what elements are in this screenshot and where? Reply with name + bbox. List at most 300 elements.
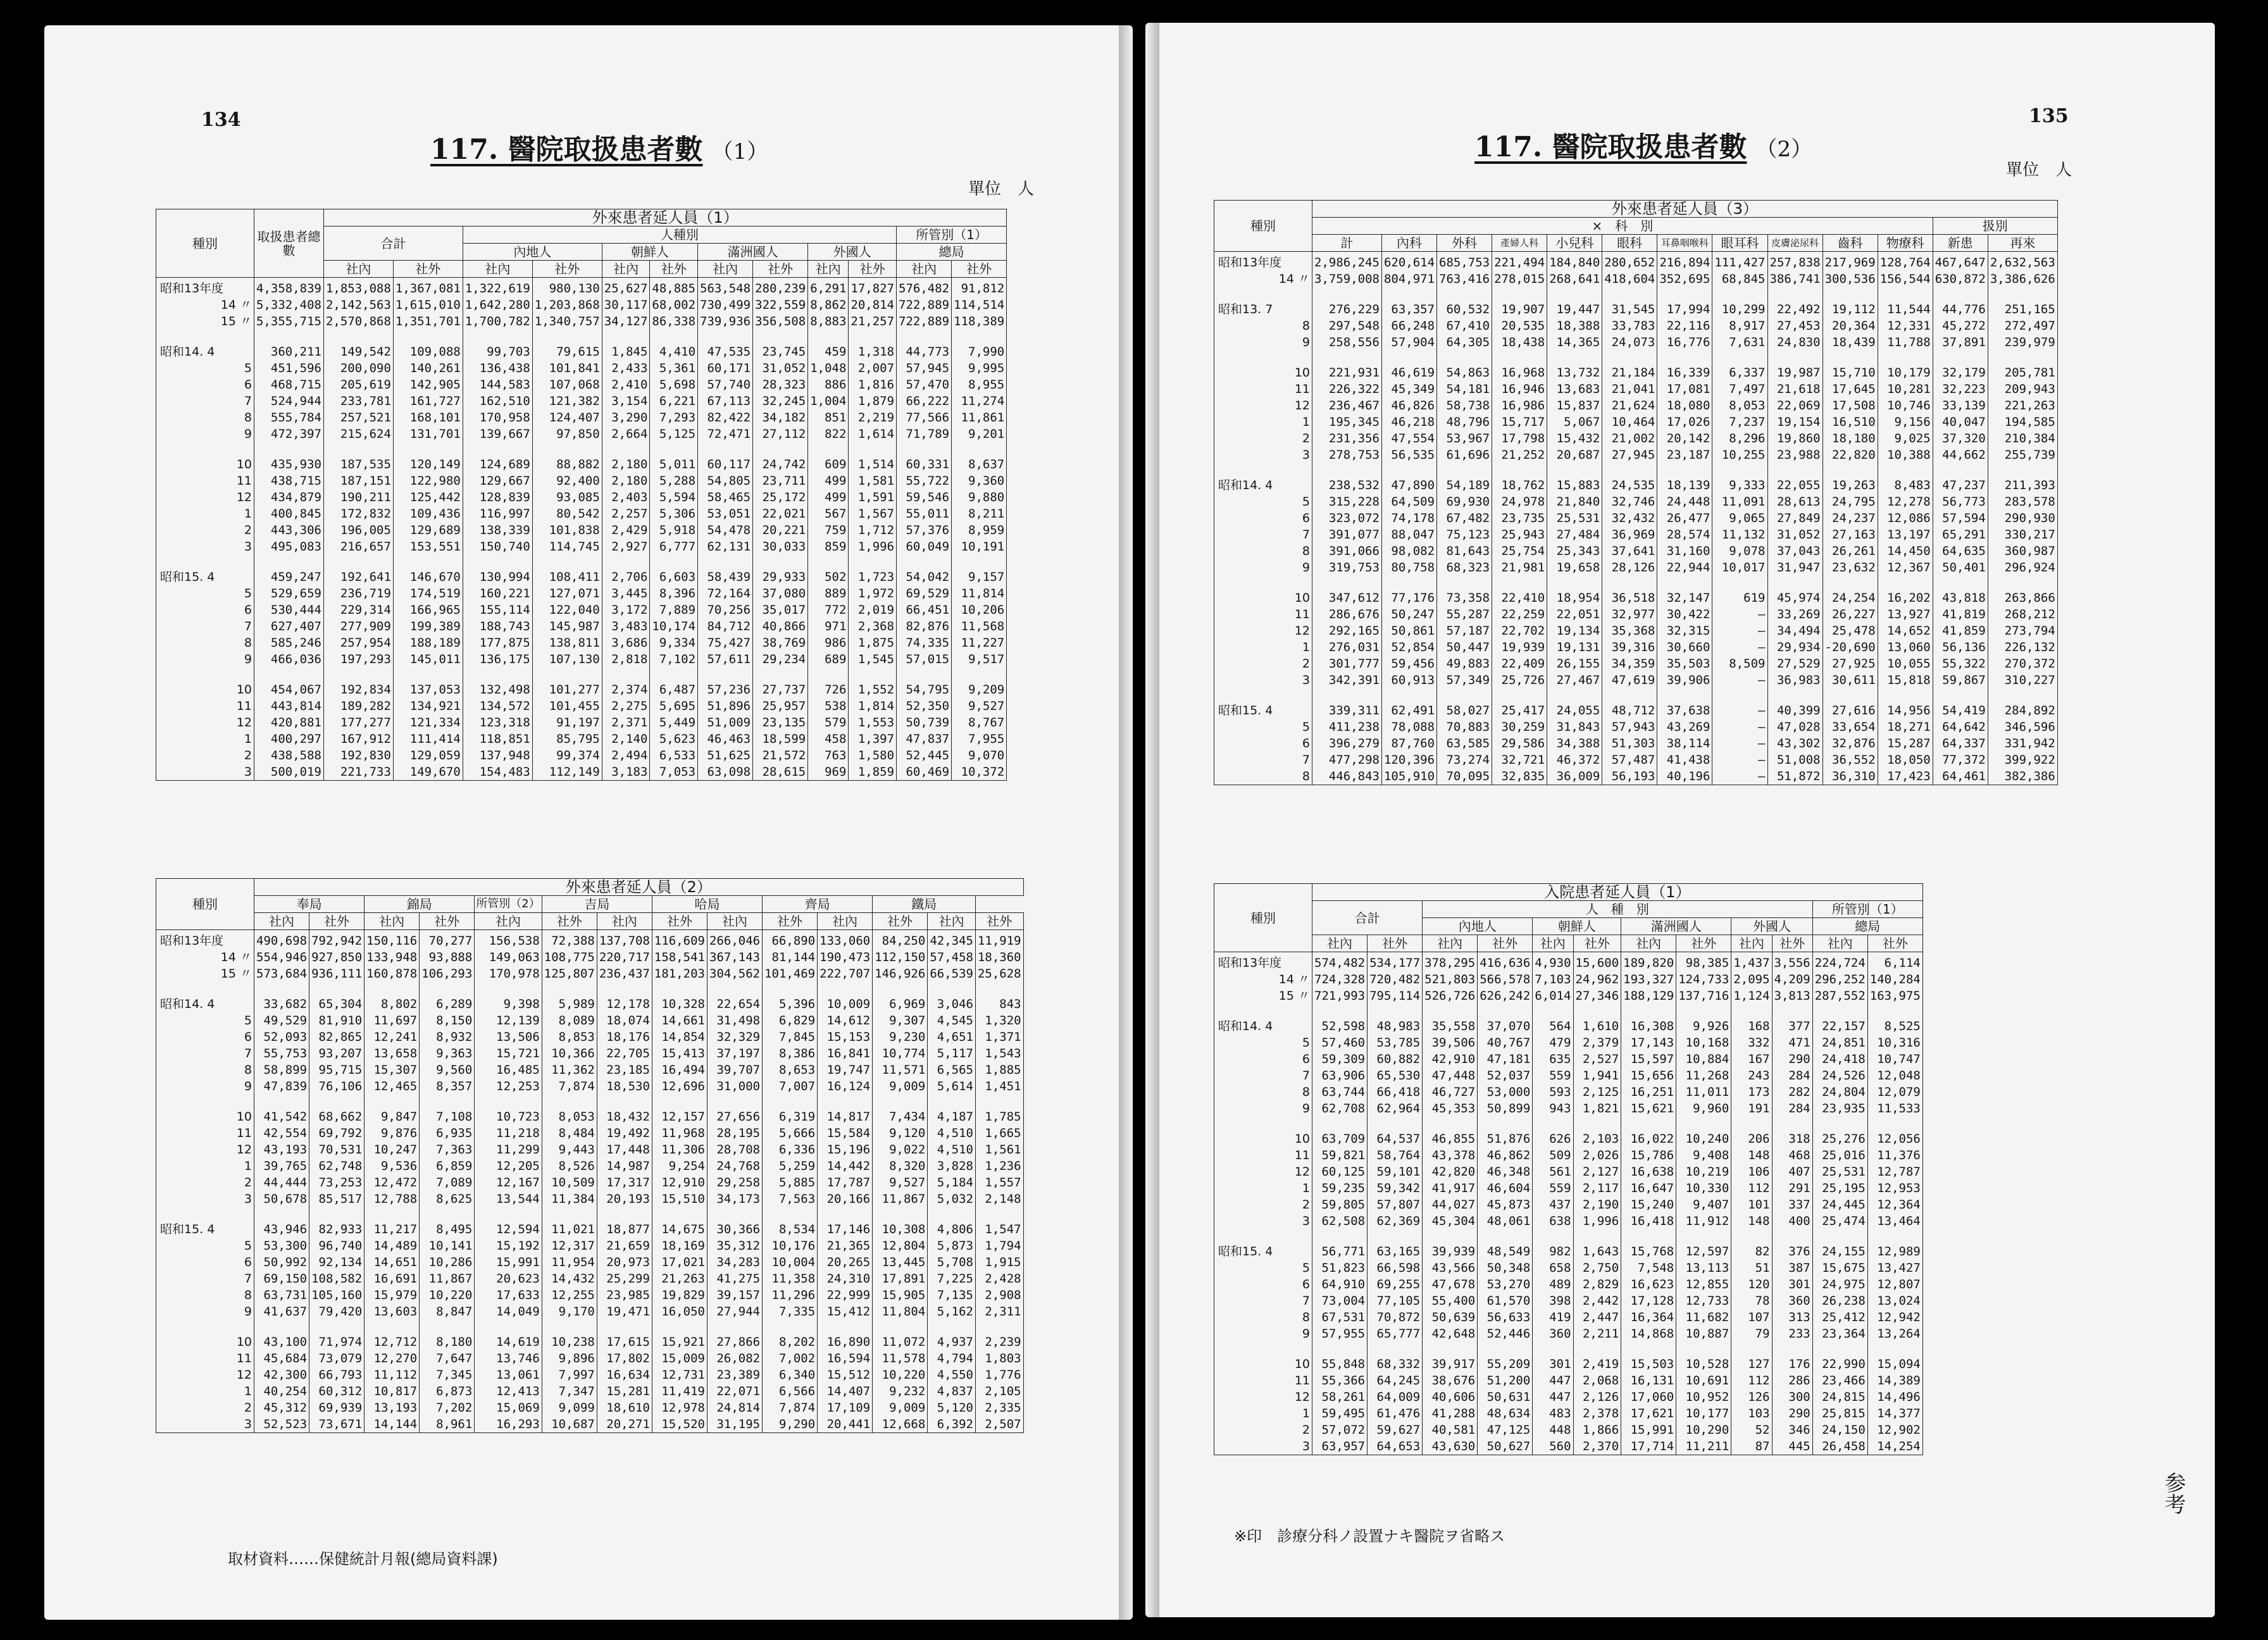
table-cell: 72,388 xyxy=(542,930,597,950)
table-cell: 193,327 xyxy=(1621,971,1676,988)
table-cell: 36,518 xyxy=(1602,590,1657,606)
table-cell: 32,721 xyxy=(1492,752,1547,768)
table-row xyxy=(156,1141,1024,1158)
table-cell: 25,195 xyxy=(1812,1180,1867,1196)
table-cell: 52,446 xyxy=(1478,1326,1533,1342)
table-cell: 5,011 xyxy=(650,456,698,473)
table-cell: 8,053 xyxy=(542,1109,597,1125)
table-cell: 2,275 xyxy=(602,698,650,714)
header-race: 人 種 別 xyxy=(1423,901,1813,918)
table-cell: 13,113 xyxy=(1676,1260,1731,1276)
table-cell: 47,125 xyxy=(1478,1422,1533,1438)
table-cell: 56,771 xyxy=(1312,1243,1368,1260)
row-label: 昭和14. 4 xyxy=(1214,477,1312,494)
spacer-cell xyxy=(1867,1117,1922,1131)
table-cell: 189,282 xyxy=(323,698,393,714)
table-cell: 124,407 xyxy=(532,409,602,426)
table-cell: 9,926 xyxy=(1676,1018,1731,1034)
table-cell: 17,508 xyxy=(1822,397,1878,414)
table-cell: 145,987 xyxy=(532,618,602,635)
header-bureau: 哈局 xyxy=(652,896,762,913)
table-row xyxy=(156,1254,1024,1270)
table-cell: 44,027 xyxy=(1423,1196,1478,1213)
row-label: 6 xyxy=(156,1029,254,1045)
row-label: 11 xyxy=(1214,1372,1312,1389)
spacer-cell xyxy=(650,330,698,344)
table-cell: -20,690 xyxy=(1822,639,1878,655)
table-cell: 2,219 xyxy=(849,409,897,426)
table-cell: 12,731 xyxy=(652,1367,707,1383)
table-cell: 112 xyxy=(1731,1180,1772,1196)
table-cell: 19,860 xyxy=(1767,430,1822,447)
row-label: 15 〃 xyxy=(156,966,254,982)
spacer-cell xyxy=(650,442,698,456)
table-cell: 630,872 xyxy=(1933,271,1988,287)
spacer-cell xyxy=(1933,463,1988,477)
table-cell: 593 xyxy=(1533,1084,1573,1100)
table-cell: 574,482 xyxy=(1312,952,1368,972)
table-cell: 63,744 xyxy=(1312,1084,1368,1100)
table-cell: 315,228 xyxy=(1312,494,1382,510)
table-cell: 137,708 xyxy=(597,930,652,950)
table-row xyxy=(156,764,1007,781)
table-cell: 21,365 xyxy=(818,1238,873,1254)
table-cell: 15,584 xyxy=(818,1125,873,1141)
table-cell: 27,529 xyxy=(1767,655,1822,672)
table-cell: 25,417 xyxy=(1492,702,1547,719)
table-row xyxy=(1214,672,2058,688)
table-cell: 4,209 xyxy=(1772,971,1812,988)
spacer-cell xyxy=(1988,351,2057,364)
spacer-cell xyxy=(975,982,1023,996)
header-total: 合計 xyxy=(323,227,463,261)
table-cell: 88,047 xyxy=(1381,526,1436,543)
table-cell: 57,904 xyxy=(1381,334,1436,351)
table-cell: 13,197 xyxy=(1878,526,1933,543)
table-cell: 37,070 xyxy=(1478,1018,1533,1034)
row-label: 1 xyxy=(1214,1405,1312,1422)
table-cell: 576,482 xyxy=(897,278,952,297)
table-cell: 70,531 xyxy=(309,1141,364,1158)
header-outside: 社外 xyxy=(542,913,597,930)
table-cell: 158,541 xyxy=(652,949,707,966)
table-cell: 139,667 xyxy=(463,426,532,442)
table-cell: 168,101 xyxy=(393,409,463,426)
table-cell: 31,052 xyxy=(1767,526,1822,543)
table-cell: 66,890 xyxy=(763,930,818,950)
table-cell: 60,331 xyxy=(897,456,952,473)
table-cell: 9,527 xyxy=(873,1174,928,1191)
table-cell: 146,926 xyxy=(873,966,928,982)
table-cell: 8,180 xyxy=(420,1334,475,1350)
table-row xyxy=(1214,526,2058,543)
table-cell: 301,777 xyxy=(1312,655,1382,672)
table-cell: 48,885 xyxy=(650,278,698,297)
table-cell: 24,962 xyxy=(1573,971,1621,988)
table-cell: 22,116 xyxy=(1657,318,1712,334)
table-cell: 80,542 xyxy=(532,506,602,522)
table-row xyxy=(1214,494,2058,510)
table-cell: 15,717 xyxy=(1492,414,1547,430)
table-row xyxy=(1214,1389,1923,1405)
table-row xyxy=(1214,1326,1923,1342)
table-cell: 149,542 xyxy=(323,344,393,360)
table-cell: 9,408 xyxy=(1676,1147,1731,1164)
table-cell: 2,190 xyxy=(1573,1196,1621,1213)
table-cell: 68,662 xyxy=(309,1109,364,1125)
table-cell: 24,418 xyxy=(1812,1051,1867,1067)
table-cell: 101,455 xyxy=(532,698,602,714)
spacer-cell xyxy=(1772,1342,1812,1356)
table-row xyxy=(1214,1260,1923,1276)
table-cell: 323,072 xyxy=(1312,510,1382,526)
spacer-cell xyxy=(1812,1117,1867,1131)
row-label: 6 xyxy=(156,1254,254,1270)
table-cell: 82,422 xyxy=(698,409,753,426)
table-cell: 25,531 xyxy=(1547,510,1602,526)
table-cell: 2,419 xyxy=(1573,1356,1621,1372)
table-cell: 759 xyxy=(808,522,849,538)
table-cell: 5,067 xyxy=(1547,414,1602,430)
table-cell: 10,746 xyxy=(1878,397,1933,414)
table-cell: 9,880 xyxy=(952,489,1007,506)
header-shokan: 所管別（1） xyxy=(1812,901,1922,918)
table-cell: 346,596 xyxy=(1988,719,2057,735)
table-cell: 148 xyxy=(1731,1147,1772,1164)
table-cell: 3,172 xyxy=(602,602,650,618)
table-cell: 2,368 xyxy=(849,618,897,635)
table-cell: 35,368 xyxy=(1602,623,1657,639)
table-cell: 619 xyxy=(1712,590,1767,606)
spacer-cell xyxy=(1214,1342,1312,1356)
table-cell: 12,953 xyxy=(1867,1180,1922,1196)
row-label: 11 xyxy=(156,698,254,714)
table-cell: 23,711 xyxy=(753,473,808,489)
table-cell: 16,594 xyxy=(818,1350,873,1367)
table-cell: 48,796 xyxy=(1437,414,1492,430)
table-cell: 44,776 xyxy=(1933,301,1988,318)
table-cell: 16,050 xyxy=(652,1303,707,1320)
table-cell: 2,180 xyxy=(602,473,650,489)
header-kind: 種別 xyxy=(156,879,254,930)
table-cell: 64,509 xyxy=(1381,494,1436,510)
table-cell: 530,444 xyxy=(254,602,324,618)
spacer-cell xyxy=(1657,351,1712,364)
table-cell: 11,568 xyxy=(952,618,1007,635)
table-cell: 11,533 xyxy=(1867,1100,1922,1117)
table-cell: 14,442 xyxy=(818,1158,873,1174)
table-cell: 8,509 xyxy=(1712,655,1767,672)
table-cell: 82,865 xyxy=(309,1029,364,1045)
table-cell: 131,701 xyxy=(393,426,463,442)
table-cell: 658 xyxy=(1533,1260,1573,1276)
table-cell: 16,202 xyxy=(1878,590,1933,606)
table-cell: 61,696 xyxy=(1437,447,1492,463)
spacer-cell xyxy=(1533,1117,1573,1131)
table-cell: 236,719 xyxy=(323,585,393,602)
table-cell: 6,221 xyxy=(650,393,698,409)
table-cell: 59,821 xyxy=(1312,1147,1368,1164)
table-cell: 40,606 xyxy=(1423,1389,1478,1405)
row-label: 14 〃 xyxy=(1214,271,1312,287)
spacer-cell xyxy=(463,442,532,456)
table-cell: 36,969 xyxy=(1602,526,1657,543)
table-cell: 290,930 xyxy=(1988,510,2057,526)
table-cell: 26,155 xyxy=(1547,655,1602,672)
table-cell: 14,254 xyxy=(1867,1438,1922,1455)
table-cell: 54,419 xyxy=(1933,702,1988,719)
table-cell: 257,838 xyxy=(1767,252,1822,271)
spacer-cell xyxy=(532,442,602,456)
table-cell: 982 xyxy=(1533,1243,1573,1260)
table-cell: 13,445 xyxy=(873,1254,928,1270)
table-cell: 11,788 xyxy=(1878,334,1933,351)
row-label: 11 xyxy=(156,473,254,489)
table-cell: 210,384 xyxy=(1988,430,2057,447)
spacer-cell xyxy=(602,330,650,344)
spacer-cell xyxy=(1312,351,1382,364)
table-row xyxy=(156,1383,1024,1400)
table-cell: 160,221 xyxy=(463,585,532,602)
table-cell: 14,661 xyxy=(652,1012,707,1029)
table-cell: 107,130 xyxy=(532,651,602,668)
table-cell: 60,469 xyxy=(897,764,952,781)
spacer-cell xyxy=(1676,1342,1731,1356)
table-cell: 331,942 xyxy=(1988,735,2057,752)
table-cell: 34,494 xyxy=(1767,623,1822,639)
table-cell: 12,056 xyxy=(1867,1131,1922,1147)
table-cell: 63,731 xyxy=(254,1287,309,1303)
row-label: 8 xyxy=(156,1287,254,1303)
table-cell: 524,944 xyxy=(254,393,324,409)
row-label: 1 xyxy=(1214,639,1312,655)
table-cell: 2,103 xyxy=(1573,1131,1621,1147)
table-cell: 195,345 xyxy=(1312,414,1382,430)
spacer-cell xyxy=(254,1320,309,1334)
table-cell: 5,032 xyxy=(928,1191,976,1207)
table-cell: 10,240 xyxy=(1676,1131,1731,1147)
spacer-cell xyxy=(928,1320,976,1334)
table-cell: 14,377 xyxy=(1867,1405,1922,1422)
spacer-cell xyxy=(952,442,1007,456)
table-cell: 13,603 xyxy=(364,1303,420,1320)
table-cell: 14,365 xyxy=(1547,334,1602,351)
table-row xyxy=(156,635,1007,651)
table-cell: 12,788 xyxy=(364,1191,420,1207)
table-cell: 24,445 xyxy=(1812,1196,1867,1213)
table-cell: 51,625 xyxy=(698,747,753,764)
table-cell: 342,391 xyxy=(1312,672,1382,688)
table-cell: 2,750 xyxy=(1573,1260,1621,1276)
table-cell: 59,342 xyxy=(1368,1180,1423,1196)
table-cell: 9,099 xyxy=(542,1400,597,1416)
table-cell: 226,322 xyxy=(1312,381,1382,397)
table-cell: 12,594 xyxy=(475,1221,542,1238)
table-cell: 18,050 xyxy=(1878,752,1933,768)
spacer-cell xyxy=(393,668,463,681)
table-cell: 78 xyxy=(1731,1293,1772,1309)
table-cell: 26,227 xyxy=(1822,606,1878,623)
table-cell: 50,899 xyxy=(1478,1100,1533,1117)
table-cell: 221,263 xyxy=(1988,397,2057,414)
block-spacer xyxy=(1214,688,2058,702)
table-cell: 25,943 xyxy=(1492,526,1547,543)
row-label: 1 xyxy=(1214,414,1312,430)
table-cell: 56,633 xyxy=(1478,1309,1533,1326)
table-cell: 322,559 xyxy=(753,297,808,313)
table-cell: 25,478 xyxy=(1822,623,1878,639)
table-cell: 11,091 xyxy=(1712,494,1767,510)
table-cell: 24,526 xyxy=(1812,1067,1867,1084)
header-outside: 社外 xyxy=(650,261,698,278)
table-cell: 21,041 xyxy=(1602,381,1657,397)
table-cell: 32,876 xyxy=(1822,735,1878,752)
table-cell: 11,218 xyxy=(475,1125,542,1141)
table-row xyxy=(156,1367,1024,1383)
spacer-cell xyxy=(849,442,897,456)
table-cell: 638 xyxy=(1533,1213,1573,1229)
table-cell: 15,009 xyxy=(652,1350,707,1367)
table-cell: 162,510 xyxy=(463,393,532,409)
row-label: 2 xyxy=(1214,430,1312,447)
table-cell: 9,896 xyxy=(542,1350,597,1367)
table-cell: 21,624 xyxy=(1602,397,1657,414)
table-cell: 79,615 xyxy=(532,344,602,360)
header-outside: 社外 xyxy=(849,261,897,278)
table-cell: 17,802 xyxy=(597,1350,652,1367)
row-label: 10 xyxy=(156,681,254,698)
table-cell: 11,867 xyxy=(420,1270,475,1287)
table-cell: 7,548 xyxy=(1621,1260,1676,1276)
table-cell: 12,367 xyxy=(1878,559,1933,576)
row-label: 1 xyxy=(1214,1180,1312,1196)
table-cell: 22,820 xyxy=(1822,447,1878,463)
table-row xyxy=(156,1416,1024,1433)
table-cell: 1,580 xyxy=(849,747,897,764)
table-cell: 35,312 xyxy=(707,1238,763,1254)
table-cell: 16,634 xyxy=(597,1367,652,1383)
table-cell: 120 xyxy=(1731,1276,1772,1293)
table-row xyxy=(1214,1180,1923,1196)
table-cell: 22,071 xyxy=(707,1383,763,1400)
table-cell: 91,812 xyxy=(952,278,1007,297)
table-cell: 400 xyxy=(1772,1213,1812,1229)
table-cell: 59,805 xyxy=(1312,1196,1368,1213)
table-cell: 886 xyxy=(808,376,849,393)
table-cell: 1,879 xyxy=(849,393,897,409)
header-outside: 社外 xyxy=(1368,935,1423,952)
table-cell: 627,407 xyxy=(254,618,324,635)
table-cell: 153,551 xyxy=(393,538,463,555)
table-cell: 47,837 xyxy=(897,731,952,747)
table-cell: 5,120 xyxy=(928,1400,976,1416)
table-cell: 39,707 xyxy=(707,1062,763,1078)
table-cell: 7,345 xyxy=(420,1367,475,1383)
table-cell: 24,978 xyxy=(1492,494,1547,510)
table-cell: 5,873 xyxy=(928,1238,976,1254)
header-in-company: 社內 xyxy=(818,913,873,930)
table-row xyxy=(1214,414,2058,430)
spacer-cell xyxy=(1381,576,1436,590)
table-cell: 407 xyxy=(1772,1164,1812,1180)
table-cell: 137,716 xyxy=(1676,988,1731,1004)
table-cell: 3,046 xyxy=(928,996,976,1012)
table-cell: 42,300 xyxy=(254,1367,309,1383)
spacer-cell xyxy=(156,982,254,996)
table-cell: 17,787 xyxy=(818,1174,873,1191)
table-cell: 45,349 xyxy=(1381,381,1436,397)
table-cell: 76,106 xyxy=(309,1078,364,1095)
spacer-cell xyxy=(1767,463,1822,477)
table-row xyxy=(1214,1164,1923,1180)
table-cell: 10,174 xyxy=(650,618,698,635)
table-cell: 6,969 xyxy=(873,996,928,1012)
table-row xyxy=(156,949,1024,966)
row-label: 1 xyxy=(156,1383,254,1400)
block-spacer xyxy=(156,982,1024,996)
table-cell: 32,315 xyxy=(1657,623,1712,639)
table-cell: 283,578 xyxy=(1988,494,2057,510)
table-cell: 17,798 xyxy=(1492,430,1547,447)
table-cell: 21,002 xyxy=(1602,430,1657,447)
table-cell: 9,157 xyxy=(952,569,1007,585)
row-label: 昭和13. 7 xyxy=(1214,301,1312,318)
table-cell: 17,448 xyxy=(597,1141,652,1158)
department-header-row xyxy=(1214,235,2058,252)
table-cell: 238,532 xyxy=(1312,477,1382,494)
header-bureau: 錦局 xyxy=(364,896,475,913)
table-cell: 60,049 xyxy=(897,538,952,555)
table-cell: 50,861 xyxy=(1381,623,1436,639)
table-cell: 36,983 xyxy=(1767,672,1822,688)
table-cell: 8,653 xyxy=(763,1062,818,1078)
spacer-cell xyxy=(698,668,753,681)
table-cell: 42,820 xyxy=(1423,1164,1478,1180)
table-cell: 46,826 xyxy=(1381,397,1436,414)
header-shokan: 所管別（2） xyxy=(475,896,542,913)
page-title-part: （1） xyxy=(711,139,769,165)
table-cell: 11,814 xyxy=(952,585,1007,602)
table-cell: 14,675 xyxy=(652,1221,707,1238)
table-cell: 2,140 xyxy=(602,731,650,747)
row-label: 8 xyxy=(1214,318,1312,334)
row-label: 10 xyxy=(156,1334,254,1350)
spacer-cell xyxy=(1822,688,1878,702)
table-row xyxy=(156,1078,1024,1095)
row-label: 7 xyxy=(1214,1293,1312,1309)
table-cell: 57,376 xyxy=(897,522,952,538)
table-row xyxy=(156,618,1007,635)
table-cell: 101,277 xyxy=(532,681,602,698)
spacer-cell xyxy=(597,982,652,996)
table-cell: 22,055 xyxy=(1767,477,1822,494)
row-label: 3 xyxy=(1214,447,1312,463)
table-cell: 8,637 xyxy=(952,456,1007,473)
row-label: 8 xyxy=(156,635,254,651)
row-label: 昭和13年度 xyxy=(1214,252,1312,271)
table-cell: 116,997 xyxy=(463,506,532,522)
table-cell: 10,388 xyxy=(1878,447,1933,463)
table-cell: 15,786 xyxy=(1621,1147,1676,1164)
spacer-cell xyxy=(1437,351,1492,364)
table-cell: 55,400 xyxy=(1423,1293,1478,1309)
table-cell: 26,082 xyxy=(707,1350,763,1367)
table-cell: 41,288 xyxy=(1423,1405,1478,1422)
table-cell: 14,144 xyxy=(364,1416,420,1433)
table-cell: 14,496 xyxy=(1867,1389,1922,1405)
table-cell: 55,753 xyxy=(254,1045,309,1062)
table-cell: 10,017 xyxy=(1712,559,1767,576)
